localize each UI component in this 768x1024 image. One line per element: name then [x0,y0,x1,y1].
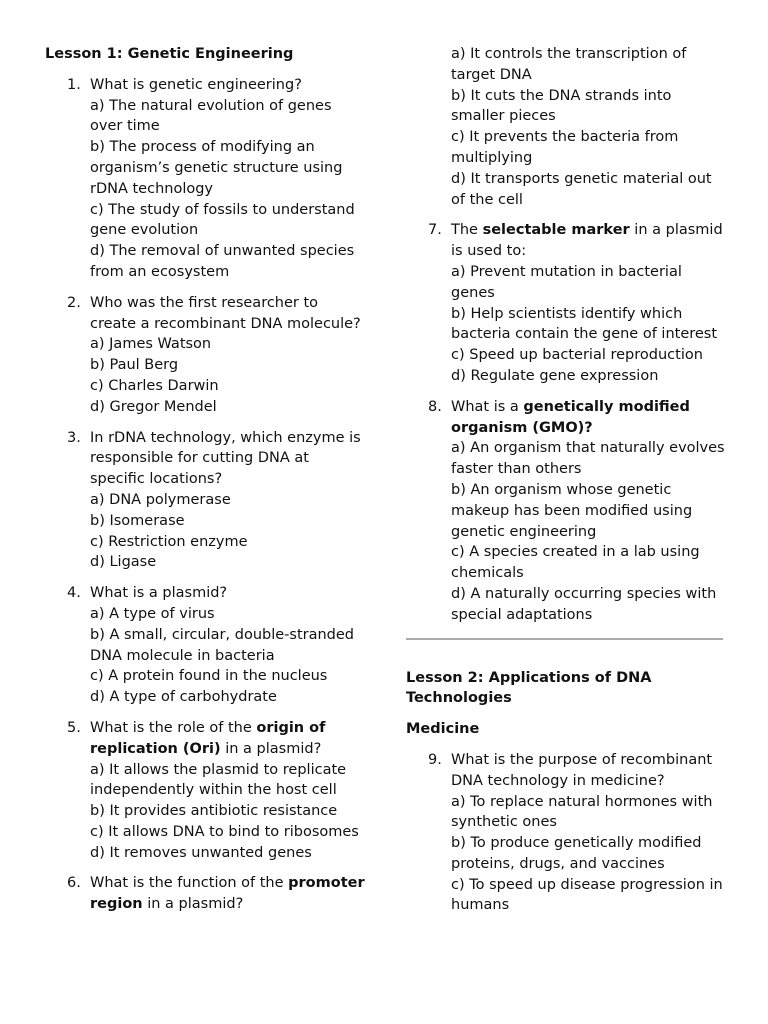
answer-option: a) To replace natural hormones with synthetic ones [451,793,713,831]
question-number: 9. [428,751,442,768]
question-number: 2. [67,294,81,311]
answer-option: c) Restriction enzyme [90,533,248,550]
question-item [45,583,365,708]
answer-option: d) It removes unwanted genes [90,844,312,861]
question-key-term: genetically modified organism (GMO)? [451,398,690,436]
answer-option: a) A type of virus [90,605,215,622]
answer-option: d) The removal of unwanted species from an ecosystem [90,243,355,280]
answer-option: c) A species created in a lab using chemicals [451,544,700,582]
question-number: 7. [428,222,442,239]
question-number: 8. [428,398,442,415]
answer-option: c) The study of fossils to understand gene evolution [90,201,355,239]
question-item [45,718,365,864]
question-item [45,293,365,418]
answer-option: b) An organism whose genetic makeup has been modified using genetic engineering [451,481,693,540]
answer-option: c) Charles Darwin [90,377,219,394]
answer-option: d) Regulate gene expression [451,367,659,384]
question-item [45,873,365,915]
lesson2-title: Lesson 2: Applications of DNA Technologies [406,669,652,707]
answer-option: c) To speed up disease progression in humans [451,876,723,914]
lesson1-questions [45,75,365,915]
question-text: What is a genetically modified organism (GMO)? [451,398,690,436]
answer-option: b) Paul Berg [90,357,179,374]
lesson1-title: Lesson 1: Genetic Engineering [45,46,294,62]
answer-option: b) The process of modifying an organism’s genetic structure using rDNA technology [90,139,343,197]
question-number: 1. [67,76,81,93]
question-key-term: promoter region [90,875,365,913]
lesson1-questions-continued [406,220,726,625]
question-item [406,397,726,626]
answer-option: a) James Watson [90,336,212,353]
question-item [406,750,726,916]
answer-option: a) It allows the plasmid to replicate independently within the host cell [90,761,347,799]
answer-option: d) It transports genetic material out of the cell [451,170,712,208]
answer-option: a) An organism that naturally evolves faster than others [451,440,725,478]
question-text: The selectable marker in a plasmid is used to: [451,222,723,260]
lesson2-subtitle: Medicine [406,721,480,738]
answer-option: a) Prevent mutation in bacterial genes [451,263,682,301]
answer-option: b) A small, circular, double-stranded DNA molecule in bacteria [90,626,354,664]
question-text: What is the role of the origin of replication (Ori) in a plasmid? [90,719,326,757]
answer-option: c) Speed up bacterial reproduction [451,347,703,364]
answer-option: b) To produce genetically modified proteins, drugs, and vaccines [451,835,702,872]
question-number: 3. [67,429,81,446]
answer-option: d) A type of carbohydrate [90,689,277,706]
right-column [406,44,726,926]
question-item [45,428,365,574]
question-number: 5. [67,719,81,736]
question-text: What is genetic engineering? [90,76,302,93]
question-text: What is the function of the promoter region in a plasmid? [90,875,365,913]
question-number: 4. [67,585,81,602]
answer-option: b) It cuts the DNA strands into smaller pieces [451,87,672,125]
answer-option: d) Gregor Mendel [90,398,217,415]
question-6-options-continued [406,44,726,210]
answer-option: c) It allows DNA to bind to ribosomes [90,823,359,840]
question-text: In rDNA technology, which enzyme is responsible for cutting DNA at specific locations? [90,429,361,488]
question-item [406,220,726,386]
question-key-term: selectable marker [482,222,630,239]
answer-option: a) DNA polymerase [90,491,231,508]
section-divider [406,638,723,640]
answer-option: c) It prevents the bacteria from multiplying [451,129,679,166]
answer-option: b) Isomerase [90,512,185,529]
answer-option: a) The natural evolution of genes over time [90,97,332,135]
answer-option: b) It provides antibiotic resistance [90,803,338,820]
question-key-term: origin of replication (Ori) [90,719,326,757]
question-text: What is a plasmid? [90,585,228,602]
question-item [45,75,365,283]
answer-option: a) It controls the transcription of target DNA [451,46,687,83]
answer-option: c) A protein found in the nucleus [90,668,328,685]
answer-option: d) Ligase [90,554,157,571]
left-column [45,44,365,925]
answer-option: d) A naturally occurring species with special adaptations [451,585,717,623]
question-text: Who was the first researcher to create a recombinant DNA molecule? [90,294,361,332]
lesson2-questions [406,750,726,916]
question-text: What is the purpose of recombinant DNA technology in medicine? [451,751,713,789]
question-number: 6. [67,875,81,892]
answer-option: b) Help scientists identify which bacteria contain the gene of interest [451,305,718,343]
